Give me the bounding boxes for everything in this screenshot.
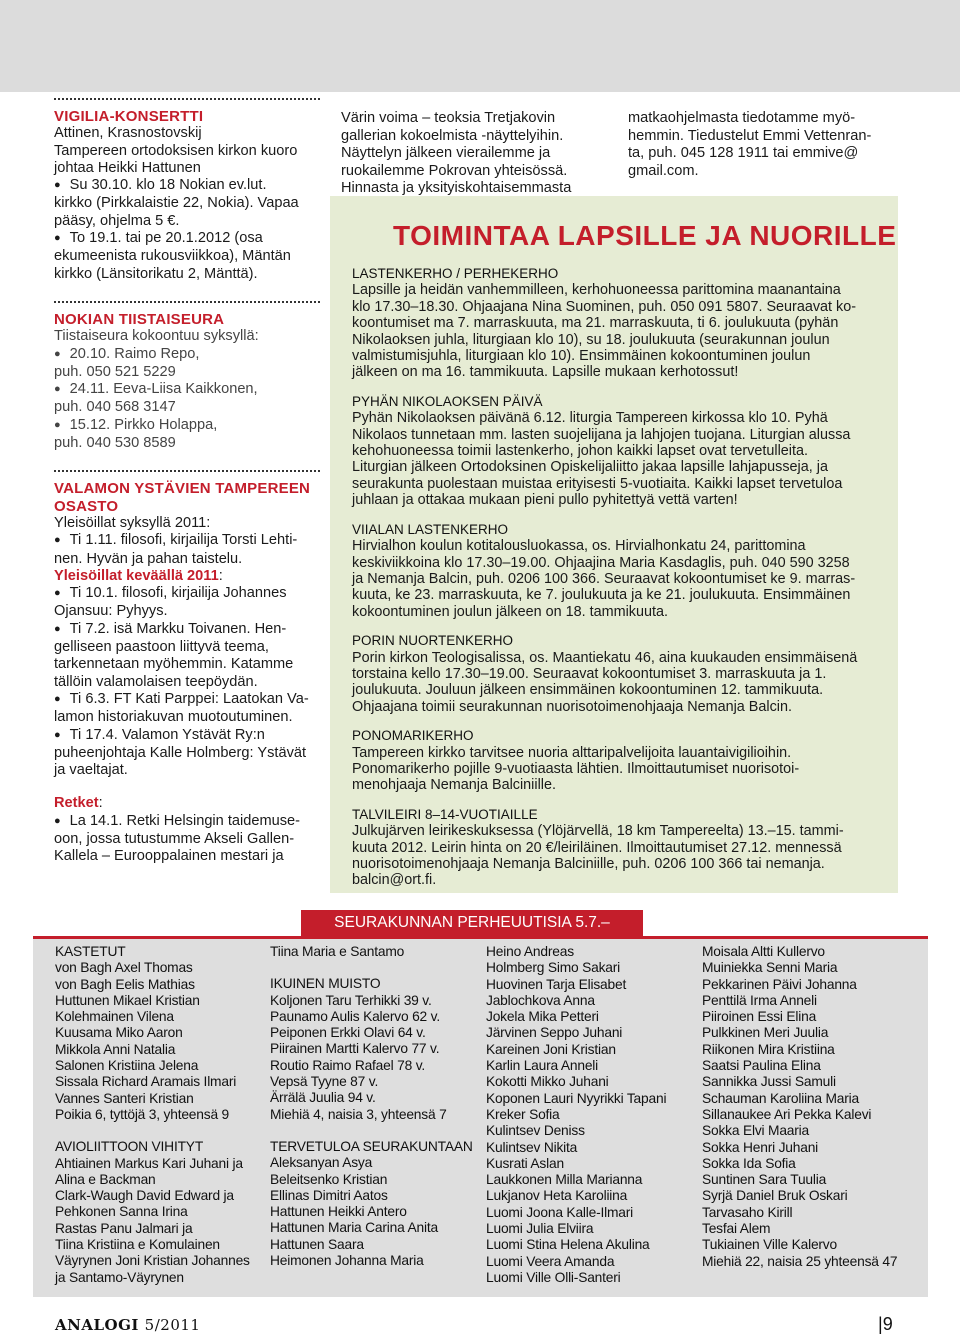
- list-item: Kulintsev Nikita: [486, 1139, 578, 1155]
- list-item: Kreker Sofia: [486, 1106, 560, 1122]
- youth-section-body: Tampereen kirkko tarvitsee nuoria alttaripalvelijoita lauantaivigilioihin. Ponomarikerho pojille 9-vuotiaasta lähtien. Ilmoittautumiset nuorisotoi- menohjaaja Nemanja Balciniille.: [352, 744, 800, 794]
- list-item: Huttunen Mikael Kristian: [55, 992, 200, 1008]
- nokian-item-2: ● 24.11. Eeva-Liisa Kaikkonen, puh. 040 568 3147: [54, 381, 320, 417]
- valamon-spring-item-4: ● Ti 17.4. Valamon Ystävät Ry:n puheenjohtaja Kalle Holmberg: Ystävät ja vaeltajat.: [54, 727, 320, 780]
- footer-magazine: [55, 1316, 200, 1334]
- youth-section-body: Porin kirkon Teologisalissa, os. Maantiekatu 46, aina kuukauden ensimmäisenä torstaina kello 17.30–19.00. Seuraavat kokoontumiset 3. marraskuuta ja 1. joulukuuta. Jouluun jälkeen ensimmäinen kokoontuminen 12. tammikuuta. Ohjaajana toimii seurakunnan nuorisotoimenohjaaja Nemanja Balcin.: [352, 649, 858, 715]
- list-item: Kulintsev Deniss: [486, 1123, 585, 1139]
- list-item: Piirainen Martti Kalervo 77 v.: [270, 1041, 440, 1057]
- list-item: von Bagh Axel Thomas: [55, 960, 193, 976]
- youth-section-title: TALVILEIRI 8–14-VUOTIAILLE: [352, 806, 538, 822]
- list-item: Tiina Maria e Santamo: [270, 944, 405, 959]
- list-item: Hattunen Heikki Antero: [270, 1204, 407, 1220]
- list-item: Tarvasaho Kirill: [702, 1204, 793, 1220]
- youth-section-title: VIIALAN LASTENKERHO: [352, 521, 509, 537]
- issue-number: 5/2011: [144, 1316, 201, 1334]
- list-item: Tukiainen Ville Kalervo: [702, 1237, 837, 1253]
- youth-section: [352, 394, 892, 509]
- list-item: Sokka Henri Juhani: [702, 1139, 819, 1155]
- registry-heading: IKUINEN MUISTO: [270, 976, 381, 992]
- vigilia-item-1: ● Su 30.10. klo 18 Nokian ev.lut. kirkko (Pirkkalaistie 22, Nokia). Vapaa pääsy, ohjelma 5 €.: [54, 177, 320, 230]
- list-item: Rastas Panu Jalmari ja: [55, 1220, 193, 1236]
- valamon-spring-item-2: ● Ti 7.2. isä Markku Toivanen. Hen- gelliseen paastoon liittyvä teema, tarkennetaan myöhemmin. Katamme tällöin valamolaisen teepöydän.: [54, 621, 320, 691]
- list-item: Pulkkinen Meri Juulia: [702, 1025, 829, 1041]
- list-item: Poikia 6, tyttöjä 3, yhteensä 9: [55, 1106, 230, 1122]
- retket-item: ● La 14.1. Retki Helsingin taidemuse- oon, jossa tutustumme Akseli Gallen- Kallela – Eurooppalainen mestari ja: [54, 813, 320, 866]
- list-item: ja Santamo-Väyrynen: [55, 1269, 184, 1285]
- nokian-item-3: ● 15.12. Pirkko Holappa, puh. 040 530 8589: [54, 417, 320, 453]
- list-item: Hattunen Saara: [270, 1236, 364, 1252]
- list-item: Routio Raimo Rafael 78 v.: [270, 1057, 426, 1073]
- valamon-autumn-item: ● Ti 1.11. filosofi, kirjailija Torsti Lehti- nen. Hyvän ja pahan taistelu.: [54, 532, 320, 568]
- list-item: Sissala Richard Aramais Ilmari: [55, 1074, 237, 1090]
- youth-section: [352, 633, 892, 715]
- youth-section-title: LASTENKERHO / PERHEKERHO: [352, 266, 559, 281]
- list-item: Aleksanyan Asya: [270, 1155, 373, 1171]
- list-item: Ärrälä Juulia 94 v.: [270, 1090, 376, 1106]
- youth-section: [352, 807, 892, 889]
- list-item: Koponen Lauri Nyyrikki Tapani: [486, 1090, 667, 1106]
- page-number-value: 9: [882, 1314, 893, 1334]
- list-item: Hattunen Maria Carina Anita: [270, 1220, 438, 1236]
- top-bar: [0, 0, 960, 92]
- list-item: Miehiä 4, naisia 3, yhteensä 7: [270, 1106, 447, 1122]
- nokian-section: [54, 301, 320, 452]
- list-item: Lukjanov Heta Karoliina: [486, 1188, 628, 1204]
- list-item: Moisala Altti Kullervo: [702, 944, 825, 959]
- valamon-heading: VALAMON YSTÄVIEN TAMPEREEN OSASTO: [54, 480, 311, 515]
- list-item: Jokela Mika Petteri: [486, 1009, 599, 1025]
- list-item: Jablochkova Anna: [486, 992, 595, 1008]
- list-item: Salonen Kristiina Jelena: [55, 1058, 199, 1074]
- list-item: Kareinen Joni Kristian: [486, 1041, 616, 1057]
- list-item: Luomi Ville Olli-Santeri: [486, 1269, 621, 1285]
- list-item: Tiina Kristiina e Komulainen: [55, 1237, 220, 1253]
- list-item: Pekkarinen Päivi Johanna: [702, 976, 857, 992]
- continued-text-right: matkaohjelmasta tiedotamme myö- hemmin. Tiedustelut Emmi Vettenran- ta, puh. 045 128 1911 tai emmive@ gmail.com.: [628, 110, 872, 179]
- vigilia-section: [54, 98, 320, 283]
- youth-section-title: PONOMARIKERHO: [352, 728, 474, 744]
- dotted-divider: [54, 98, 320, 100]
- list-item: Schauman Karoliina Maria: [702, 1090, 860, 1106]
- valamon-autumn-heading: Yleisöillat syksyllä 2011:: [54, 514, 211, 531]
- youth-section-body: Hirvialhon koulun kotitalousluokassa, os. Hirvialhonkatu 24, parittomina keskiviikkoina klo 17.30–19.00. Ohjaajina Maria Kasdaglis, puh. 040 590 3258 ja Nemanja Balcin, puh. 0206 100 366. Seuraavat kokoontumiset ke 9. marras- kuuta, ke 23. marraskuuta, ke 7. joulukuuta ja ke 21. joulukuuta. Ensimmäinen kokoontuminen joulun jälkeen on 18. tammikuuta.: [352, 538, 856, 620]
- list-spacer: [270, 960, 480, 976]
- list-item: Alina e Backman: [55, 1171, 156, 1187]
- registry-column-1: [55, 944, 275, 1286]
- vigilia-item-2: ● To 19.1. tai pe 20.1.2012 (osa ekumeenista rukousviikkoa), Mäntän kirkko (Länsitorikatu 2, Mänttä).: [54, 230, 320, 283]
- list-item: Luomi Stina Helena Akulina: [486, 1237, 650, 1253]
- list-item: Kusrati Aslan: [486, 1155, 564, 1171]
- list-item: Penttilä Irma Anneli: [702, 992, 817, 1008]
- registry-heading: KASTETUT: [55, 944, 126, 959]
- youth-section: [352, 522, 892, 620]
- list-item: Sillanaukee Ari Pekka Kalevi: [702, 1106, 872, 1122]
- list-item: Sannikka Jussi Samuli: [702, 1074, 836, 1090]
- list-item: Ahtiainen Markus Kari Juhani ja: [55, 1155, 243, 1171]
- youth-section: [352, 728, 892, 794]
- list-item: Holmberg Simo Sakari: [486, 960, 621, 976]
- list-item: Kuusama Miko Aaron: [55, 1025, 183, 1041]
- youth-heading: TOIMINTAA LAPSILLE JA NUORILLE: [393, 220, 897, 251]
- list-item: Väyrynen Joni Kristian Johannes: [55, 1253, 250, 1269]
- youth-section: [352, 266, 892, 381]
- continued-text-mid: Värin voima – teoksia Tretjakovin gallerian kokoelmista -näyttelyihin. Näyttelyn jälkeen vierailemme ja ruokailemme Pokrovan yhteisössä. Hinnasta ja yksityiskohtaisemmasta: [341, 110, 572, 196]
- dotted-divider: [54, 301, 320, 303]
- page-number: |9: [878, 1314, 893, 1334]
- list-item: Syrjä Daniel Bruk Oskari: [702, 1188, 848, 1204]
- list-spacer: [270, 1123, 480, 1139]
- list-item: Clark-Waugh David Edward ja: [55, 1188, 234, 1204]
- list-item: Miehiä 22, naisia 25 yhteensä 47: [702, 1253, 898, 1269]
- list-item: Suntinen Sara Tuulia: [702, 1172, 827, 1188]
- registry-column-2: [270, 944, 480, 1269]
- valamon-spring-heading: Yleisöillat keväällä 2011: [54, 567, 219, 584]
- registry-title: SEURAKUNNAN PERHEUUTISIA 5.7.–: [301, 910, 643, 936]
- list-item: Beleitsenko Kristian: [270, 1171, 388, 1187]
- list-item: von Bagh Eelis Mathias: [55, 976, 195, 992]
- list-item: Vannes Santeri Kristian: [55, 1090, 194, 1106]
- list-item: Piiroinen Essi Elina: [702, 1009, 817, 1025]
- list-item: Pehkonen Sanna Irina: [55, 1204, 188, 1220]
- retket-heading: Retket: [54, 795, 99, 812]
- list-item: Riikonen Mira Kristiina: [702, 1041, 835, 1057]
- youth-section-body: Lapsille ja heidän vanhemmilleen, kerhohuoneessa parittomina maanantaina klo 17.30–18.30. Ohjaajana Nina Suominen, puh. 050 091 5807. Seuraavat ko- koontumiset ma 7. marraskuuta, ma 21. marraskuuta, ti 6. joulukuuta (pyhän Nikolaoksen juhla, liturgiaan klo 10), su 18. joulukuuta (seurakunnan joulun valmistumisjuhla, liturgiaan klo 10). Ensimmäinen kokoontuminen joulun jälkeen on ma 16. tammikuuta. Lapsille mukaan kerhotossut!: [352, 282, 857, 381]
- youth-section-body: Julkujärven leirikeskuksessa (Ylöjärvellä, 18 km Tampereelta) 13.–15. tammi- kuuta 2012. Leirin hinta on 20 €/leiriläinen. Ilmoittautumiset 27.12. mennessä nuorisotoimenohjaaja Nemanja Balciniille, puh. 0206 100 366 tai nemanja. balcin@ort.fi.: [352, 823, 844, 889]
- list-spacer: [55, 1123, 275, 1139]
- list-item: Paunamo Aulis Kalervo 62 v.: [270, 1008, 440, 1024]
- youth-content: [352, 266, 892, 902]
- magazine-name: ANALOGI: [55, 1316, 139, 1334]
- registry-heading: TERVETULOA SEURAKUNTAAN: [270, 1138, 473, 1154]
- list-item: Luomi Veera Amanda: [486, 1253, 615, 1269]
- list-item: Huovinen Tarja Elisabet: [486, 976, 627, 992]
- registry-heading: AVIOLIITTOON VIHITYT: [55, 1139, 204, 1155]
- nokian-heading: NOKIAN TIISTAISEURA: [54, 310, 225, 328]
- vigilia-heading: VIGILIA-KONSERTTI: [54, 108, 204, 125]
- list-item: Heimonen Johanna Maria: [270, 1253, 424, 1269]
- list-item: Ellinas Dimitri Aatos: [270, 1187, 388, 1203]
- list-item: Heino Andreas: [486, 944, 574, 959]
- dotted-divider: [54, 470, 320, 472]
- list-item: Muiniekka Senni Maria: [702, 960, 838, 976]
- youth-section-title: PORIN NUORTENKERHO: [352, 633, 514, 649]
- list-item: Luomi Julia Elviira: [486, 1221, 594, 1237]
- left-column: [54, 98, 320, 884]
- list-item: Vepsä Tyyne 87 v.: [270, 1074, 379, 1090]
- valamon-spring-item-1: ● Ti 10.1. filosofi, kirjailija Johannes Ojansuu: Pyhyys.: [54, 585, 320, 621]
- youth-section-title: PYHÄN NIKOLAOKSEN PÄIVÄ: [352, 393, 543, 409]
- list-item: Mikkola Anni Natalia: [55, 1041, 176, 1057]
- list-item: Koljonen Taru Terhikki 39 v.: [270, 992, 432, 1008]
- list-item: Sokka Elvi Maaria: [702, 1123, 810, 1139]
- list-item: Tesfai Alem: [702, 1221, 771, 1237]
- valamon-section: VALAMON YSTÄVIEN TAMPEREEN OSASTO Yleisöillat syksyllä 2011: ● Ti 1.11. filosofi, kirjailija Torsti Lehti- nen. Hyvän ja pahan taistelu. Yleisöillat keväällä 2011: ● Ti 10.1. filosofi, kirjailija Johannes Ojansuu: Pyhyys. ● Ti 7.2. isä Markku Toivanen. Hen- gelliseen paastoon liittyvä teema, tarkennetaan myöhemmin. Katamme tällöin valamolaisen teepöydän. ● Ti 6.3. FT Kati Parppei: Laatokan Va- lamon historiakuvan muotoutuminen. ● Ti 17.4. Valamon Ystävät Ry:n puheenjohtaja Kalle Holmberg: Ystävät ja vaeltajat. Retket: ● La 14.1. Retki Helsingin taidemuse- oon, jossa tutustumme Akseli Gallen- Kallela – Eurooppalainen mestari ja: [54, 470, 320, 865]
- list-item: Kokotti Mikko Juhani: [486, 1074, 609, 1090]
- list-item: Karlin Laura Anneli: [486, 1058, 599, 1074]
- youth-section-body: Pyhän Nikolaoksen päivänä 6.12. liturgia Tampereen kirkossa klo 10. Pyhä Nikolaos tunnetaan mm. lasten suojelijana ja lahjojen tuojana. Liturgian alussa kehohuoneessa toimii lastenkerho, johon kaikki lapset ovat tervetulleita. Liturgian jälkeen Ortodoksinen Opiskelijaliitto jakaa lapsille lahjapusseja, ja seurakunta puolestaan muistaa erityisesti 5-vuotiaita. Kaikki lapset tervetuloa juhlaan ja ottakaa mukaan pieni pullo pyhitettyä vettä varten!: [352, 410, 851, 509]
- nokian-intro: Tiistaiseura kokoontuu syksyllä:: [54, 328, 259, 345]
- vigilia-body: Attinen, Krasnostovskij Tampereen ortodoksisen kirkon kuoro johtaa Heikki Hattunen: [54, 125, 298, 176]
- list-item: Saatsi Paulina Elina: [702, 1058, 821, 1074]
- nokian-item-1: ● 20.10. Raimo Repo, puh. 050 521 5229: [54, 346, 320, 382]
- list-item: Sokka Ida Sofia: [702, 1155, 796, 1171]
- list-item: Peiponen Erkki Olavi 64 v.: [270, 1025, 426, 1041]
- registry-column-3: [486, 944, 696, 1286]
- list-item: Järvinen Seppo Juhani: [486, 1025, 623, 1041]
- valamon-spring-item-3: ● Ti 6.3. FT Kati Parppei: Laatokan Va- lamon historiakuvan muotoutuminen.: [54, 691, 320, 727]
- list-item: Laukkonen Milla Marianna: [486, 1172, 643, 1188]
- list-item: Luomi Joona Kalle-Ilmari: [486, 1204, 634, 1220]
- registry-column-4: [702, 944, 917, 1270]
- list-item: Kolehmainen Vilena: [55, 1009, 174, 1025]
